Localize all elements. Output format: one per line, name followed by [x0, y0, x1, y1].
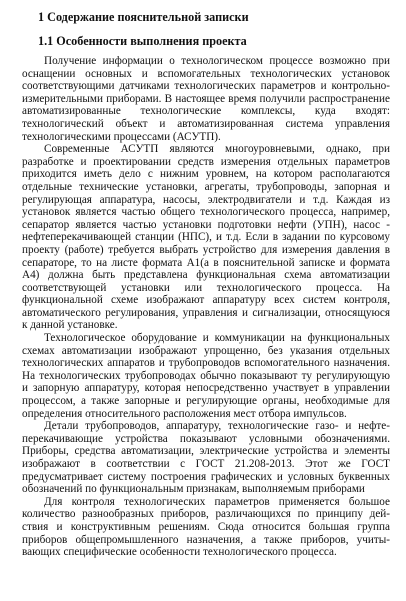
document-body [22, 55, 390, 559]
subsection-heading: 1.1 Особенности выполнения проекта [38, 34, 247, 48]
paragraph-4: Детали трубопроводов, аппаратуру, технологические газо- и нефте-перекачивающие устройства показывают условными обозначениями. Приборы, средства автоматизации, электрические устройства и элементы изображают в соответствии с ГОСТ 21.208-2013. Этот же ГОСТ предусматривает систему построения графических и условных буквенных обозначений по функциональным признакам, выполняемым приборами [22, 420, 390, 496]
paragraph-3: Технологическое оборудование и коммуникации на функциональных схемах автоматизации изображают упрощенно, без указания отдельных технологических аппаратов и трубопроводов вспомогательного назначения. На технологических трубопроводах обычно показывают ту регулирующую и запорную аппаратуру, которая непосредственно участвует в управлении процессом, а также запорные и регулирующие органы, необходимые для определения относительного расположения мест отбора импульсов. [22, 332, 390, 420]
section-heading: 1 Содержание пояснительной записки [38, 10, 249, 24]
paragraph-1: Получение информации о технологическом процессе возможно при оснащении основных и вспомогательных технологических установок соответствующими датчиками технологических параметров и контрольно-измерительными приборами. В настоящее время получили распространение автоматизированные технологические комплексы, куда входят: технологический объект и автоматизированная система управления технологическими процессами (АСУТП). [22, 55, 390, 143]
paragraph-5: Для контроля технологических параметров применяется большое количество разнообразных приборов, различающихся по принципу дей-ствия и конструктивным решениям. Сюда относится большая группа приборов общепромышленного назначения, а также приборов, учиты-вающих специфические особенности технологического процесса. [22, 495, 390, 559]
paragraph-2: Современные АСУТП являются многоуровневыми, однако, при разработке и проектировании средств измерения отдельных параметров приходится иметь дело с нижним уровнем, на котором располагаются отдельные технические установки, агрегаты, трубопроводы, запорная и регулирующая аппаратура, насосы, электродвигатели и т.д. Каждая из установок является частью общего технологического процесса, например, сепаратор является частью установки подготовки нефти (УПН), насос - нефтеперекачивающей станции (НПС), и т.д. Если в задании по курсовому проекту (работе) требуется выбрать устройство для измерения давления в сепараторе, то на листе формата А1(а в пояснительной записке и формата А4) должна быть представлена функциональная схема автоматизации соответствующей установки или технологического процесса. На функциональной схеме изображают аппаратуру всех систем контроля, автоматического регулирования, управления и сигнализации, относящуюся к данной установке. [22, 143, 390, 332]
